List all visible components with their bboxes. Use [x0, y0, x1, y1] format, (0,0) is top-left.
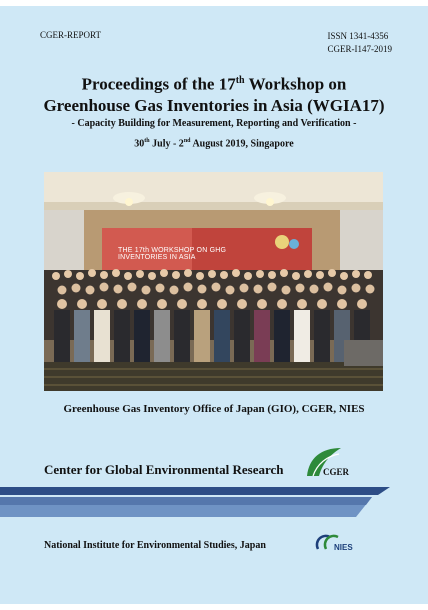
- report-label: CGER-REPORT: [40, 30, 101, 40]
- group-photo: [44, 172, 383, 391]
- report-subtitle: - Capacity Building for Measurement, Reporting and Verification -: [71, 118, 357, 129]
- report-number: CGER-I147-2019: [327, 44, 392, 54]
- report-title: [20, 70, 408, 116]
- svg-text:CGER: CGER: [323, 467, 350, 477]
- office-line: Greenhouse Gas Inventory Office of Japan (GIO), CGER, NIES: [63, 403, 365, 415]
- issn: ISSN 1341-4356: [327, 31, 389, 41]
- decorative-stripes: [0, 487, 428, 521]
- title-line-1: Proceedings of the 17th Workshop on: [81, 74, 347, 94]
- nies-name: National Institute for Environmental Studies, Japan: [44, 540, 266, 551]
- nies-logo: [312, 531, 352, 553]
- svg-text:NIES: NIES: [334, 543, 353, 552]
- cger-logo: [303, 444, 350, 480]
- report-identifiers: [328, 30, 393, 56]
- photo-banner-text: THE 17th WORKSHOP ON GHG INVENTORIES IN ASIA: [118, 247, 227, 261]
- workshop-dates: 30th July - 2nd August 2019, Singapore: [134, 138, 294, 150]
- title-line-2: Greenhouse Gas Inventories in Asia (WGIA17): [43, 95, 385, 115]
- cger-name: Center for Global Environmental Research: [44, 462, 284, 477]
